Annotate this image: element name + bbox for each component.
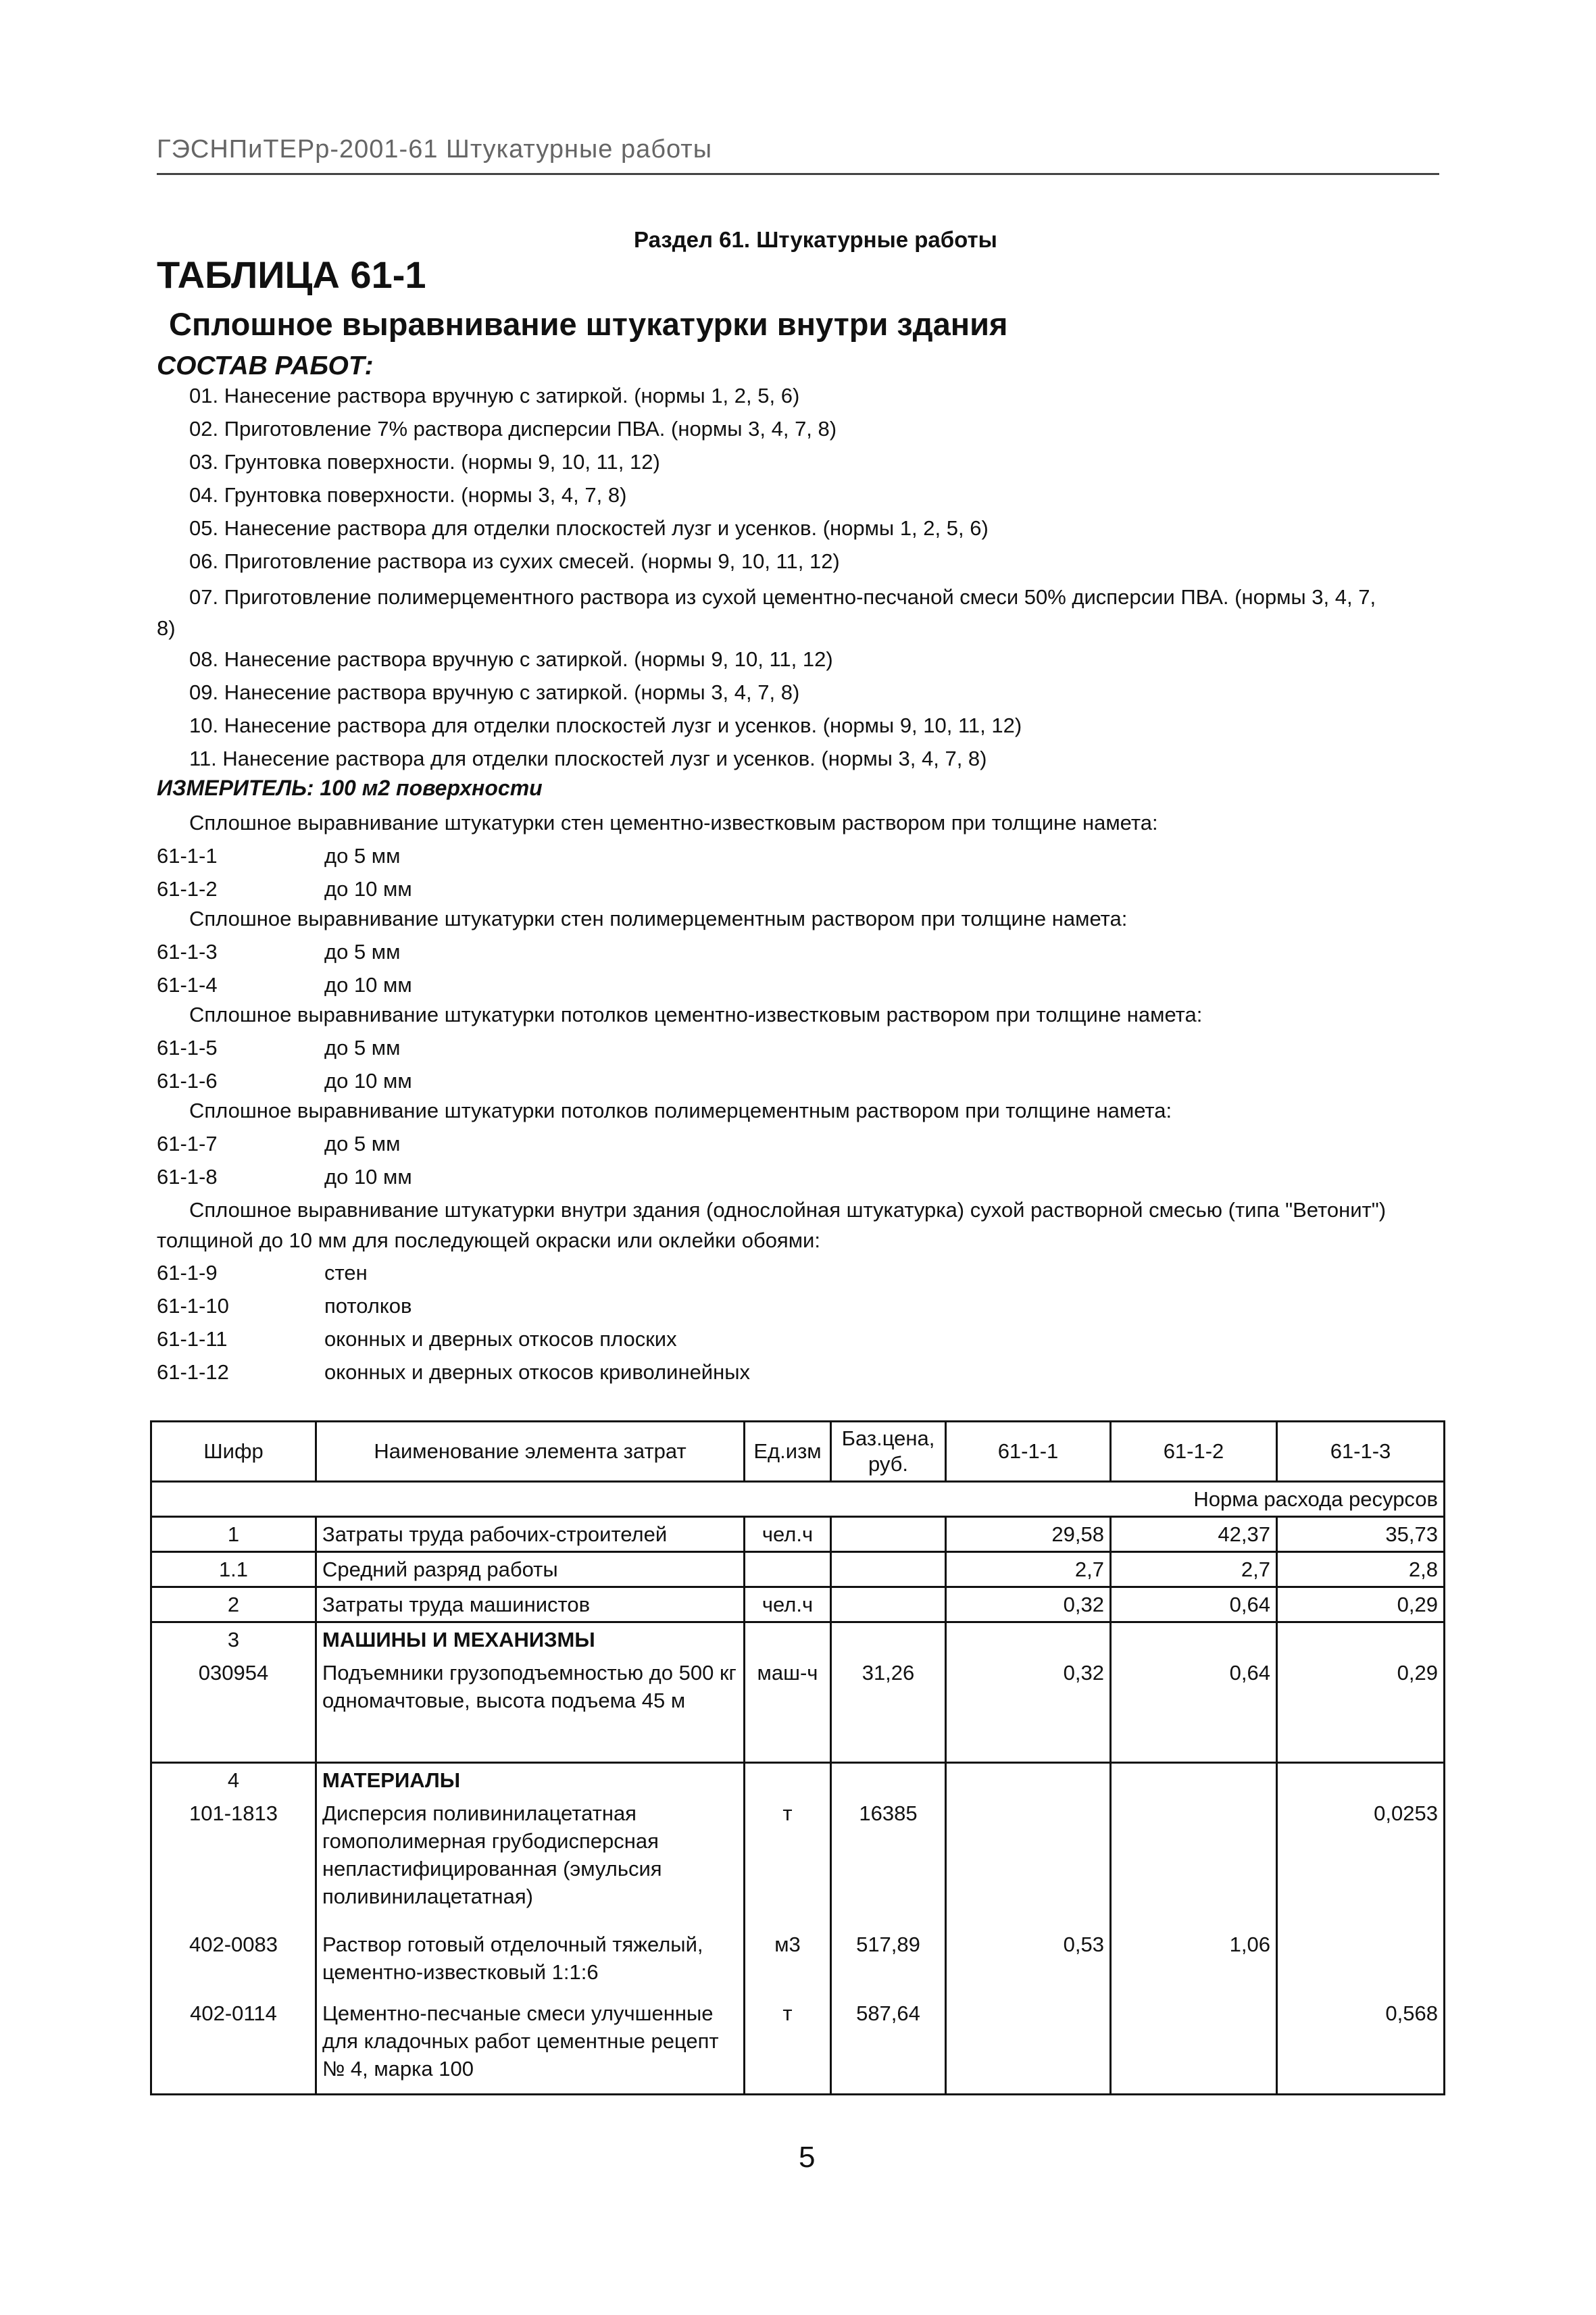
cell-code: 030954 [151, 1656, 316, 1717]
norm-code: 61-1-4 [157, 973, 218, 997]
header-price: Баз.цена, руб. [831, 1422, 946, 1482]
section-heading: МАШИНЫ И МЕХАНИЗМЫ [316, 1622, 745, 1657]
norm-code: 61-1-8 [157, 1165, 218, 1189]
group-description: Сплошное выравнивание штукатурки потолков цементно-известковым раствором при толщине намета: [189, 1003, 1203, 1026]
resource-table [150, 1420, 1445, 2095]
table-row [151, 1552, 1445, 1587]
norm-code: 61-1-7 [157, 1132, 218, 1155]
cell-value-1: 29,58 [946, 1517, 1111, 1552]
group-description: Сплошное выравнивание штукатурки внутри здания (однослойная штукатурка) сухой растворной смесью (типа "Ветонит") [189, 1198, 1387, 1222]
work-item: 05. Нанесение раствора для отделки плоскостей лузг и усенков. (нормы 1, 2, 5, 6) [189, 516, 989, 540]
cell-code: 402-0114 [151, 1989, 316, 2095]
header-col-3: 61-1-3 [1277, 1422, 1445, 1482]
cell-unit: т [745, 1989, 831, 2095]
cell-value-3: 2,8 [1277, 1552, 1445, 1587]
cell-unit: м3 [745, 1913, 831, 1989]
header-unit: Ед.изм [745, 1422, 831, 1482]
running-header: ГЭСНПиТЕРр-2001-61 Штукатурные работы [157, 135, 713, 164]
header-rule [157, 173, 1439, 175]
cell-unit: т [745, 1797, 831, 1913]
norm-description: до 5 мм [324, 940, 401, 964]
cell-price: 587,64 [831, 1989, 946, 2095]
norm-code: 61-1-3 [157, 940, 218, 964]
cell-value-3: 0,568 [1277, 1989, 1445, 2095]
cell-name: Средний разряд работы [316, 1552, 745, 1587]
work-item-continuation: 8) [157, 616, 176, 640]
norm-description: до 5 мм [324, 844, 401, 868]
cell-value-2: 2,7 [1111, 1552, 1277, 1587]
work-item: 10. Нанесение раствора для отделки плоскостей лузг и усенков. (нормы 9, 10, 11, 12) [189, 714, 1022, 737]
cell-price [831, 1763, 946, 1797]
work-item: 07. Приготовление полимерцементного раствора из сухой цементно-песчаной смеси 50% дисперсии ПВА. (нормы 3, 4, 7, [189, 585, 1376, 609]
norm-description: до 10 мм [324, 1069, 412, 1093]
norm-code: 61-1-2 [157, 877, 218, 901]
cell-value-2 [1111, 1763, 1277, 1797]
header-code: Шифр [151, 1422, 316, 1482]
work-item: 11. Нанесение раствора для отделки плоскостей лузг и усенков. (нормы 3, 4, 7, 8) [189, 747, 987, 770]
cell-name: Дисперсия поливинилацетатная гомополимерная грубодисперсная непластифицированная (эмульсия поливинилацетатная) [316, 1797, 745, 1913]
work-item: 02. Приготовление 7% раствора дисперсии ПВА. (нормы 3, 4, 7, 8) [189, 417, 837, 441]
cell-code: 2 [151, 1587, 316, 1622]
section-heading: МАТЕРИАЛЫ [316, 1763, 745, 1797]
cell-name: Подъемники грузоподъемностью до 500 кг одномачтовые, высота подъема 45 м [316, 1656, 745, 1717]
cell-value-2 [1111, 1622, 1277, 1657]
table-row [151, 1913, 1445, 1989]
cell-price [831, 1552, 946, 1587]
norm-description: до 10 мм [324, 1165, 412, 1189]
work-item: 09. Нанесение раствора вручную с затиркой. (нормы 3, 4, 7, 8) [189, 680, 800, 704]
work-item: 01. Нанесение раствора вручную с затиркой. (нормы 1, 2, 5, 6) [189, 384, 800, 407]
cell-value-2: 42,37 [1111, 1517, 1277, 1552]
header-col-1: 61-1-1 [946, 1422, 1111, 1482]
group-description: Сплошное выравнивание штукатурки стен полимерцементным раствором при толщине намета: [189, 907, 1128, 930]
table-section-row [151, 1622, 1445, 1657]
group-description: Сплошное выравнивание штукатурки стен цементно-известковым раствором при толщине намета: [189, 811, 1158, 835]
table-row [151, 1656, 1445, 1717]
cell-value-3 [1277, 1763, 1445, 1797]
cell-price: 16385 [831, 1797, 946, 1913]
work-item: 08. Нанесение раствора вручную с затиркой. (нормы 9, 10, 11, 12) [189, 647, 833, 671]
page-number: 5 [799, 2141, 816, 2174]
cell-value-3: 0,0253 [1277, 1797, 1445, 1913]
cell-value-1: 2,7 [946, 1552, 1111, 1587]
cell-value-2 [1111, 1797, 1277, 1913]
cell-value-1 [946, 1989, 1111, 2095]
cell-value-3: 0,29 [1277, 1656, 1445, 1717]
cell-price [831, 1517, 946, 1552]
norm-code: 61-1-6 [157, 1069, 218, 1093]
cell-unit: чел.ч [745, 1587, 831, 1622]
cell-unit [745, 1763, 831, 1797]
cell-value-1 [946, 1763, 1111, 1797]
cell-value-3: 35,73 [1277, 1517, 1445, 1552]
cell-name: Раствор готовый отделочный тяжелый, цементно-известковый 1:1:6 [316, 1913, 745, 1989]
cell-price [831, 1622, 946, 1657]
work-composition-heading: СОСТАВ РАБОТ: [157, 351, 374, 380]
norm-description: до 10 мм [324, 877, 412, 901]
cell-code: 4 [151, 1763, 316, 1797]
cell-value-1 [946, 1797, 1111, 1913]
cell-value-3 [1277, 1913, 1445, 1989]
norm-code: 61-1-9 [157, 1261, 218, 1285]
cell-unit [745, 1622, 831, 1657]
norm-description: до 5 мм [324, 1036, 401, 1060]
cell-unit [745, 1552, 831, 1587]
cell-name: Затраты труда машинистов [316, 1587, 745, 1622]
table-row [151, 1587, 1445, 1622]
cell-value-1: 0,32 [946, 1587, 1111, 1622]
table-header-row [151, 1422, 1445, 1482]
norm-description: до 10 мм [324, 973, 412, 997]
cell-price: 517,89 [831, 1913, 946, 1989]
work-item: 06. Приготовление раствора из сухих смесей. (нормы 9, 10, 11, 12) [189, 549, 840, 573]
group-description-continuation: толщиной до 10 мм для последующей окраски или оклейки обоями: [157, 1228, 820, 1252]
cell-name: Цементно-песчаные смеси улучшенные для кладочных работ цементные рецепт № 4, марка 100 [316, 1989, 745, 2095]
cell-value-2: 1,06 [1111, 1913, 1277, 1989]
page-title: Сплошное выравнивание штукатурки внутри здания [169, 306, 1008, 342]
cell-name: Затраты труда рабочих-строителей [316, 1517, 745, 1552]
norm-description: стен [324, 1261, 368, 1285]
norm-description: до 5 мм [324, 1132, 401, 1155]
cell-value-1 [946, 1622, 1111, 1657]
cell-value-1: 0,32 [946, 1656, 1111, 1717]
header-name: Наименование элемента затрат [316, 1422, 745, 1482]
norm-description: оконных и дверных откосов криволинейных [324, 1360, 751, 1384]
work-item: 04. Грунтовка поверхности. (нормы 3, 4, 7, 8) [189, 483, 627, 507]
cell-value-2: 0,64 [1111, 1587, 1277, 1622]
measurement-unit: ИЗМЕРИТЕЛЬ: 100 м2 поверхности [157, 776, 543, 800]
cell-code: 402-0083 [151, 1913, 316, 1989]
section-title: Раздел 61. Штукатурные работы [634, 227, 997, 252]
table-spacer-row [151, 1717, 1445, 1763]
norm-code: 61-1-1 [157, 844, 218, 868]
cell-price: 31,26 [831, 1656, 946, 1717]
norm-code: 61-1-5 [157, 1036, 218, 1060]
cell-value-3: 0,29 [1277, 1587, 1445, 1622]
cell-unit: чел.ч [745, 1517, 831, 1552]
cell-code: 3 [151, 1622, 316, 1657]
table-row [151, 1517, 1445, 1552]
table-row [151, 1989, 1445, 2095]
cell-value-1: 0,53 [946, 1913, 1111, 1989]
cell-unit: маш-ч [745, 1656, 831, 1717]
norm-label: Норма расхода ресурсов [151, 1482, 1445, 1517]
work-item: 03. Грунтовка поверхности. (нормы 9, 10, 11, 12) [189, 450, 660, 474]
norm-description: оконных и дверных откосов плоских [324, 1327, 677, 1351]
table-section-row [151, 1763, 1445, 1797]
table-label: ТАБЛИЦА 61-1 [157, 253, 426, 296]
table-row [151, 1797, 1445, 1913]
norm-label-row [151, 1482, 1445, 1517]
group-description: Сплошное выравнивание штукатурки потолков полимерцементным раствором при толщине намета: [189, 1099, 1172, 1122]
cell-code: 1.1 [151, 1552, 316, 1587]
cell-value-3 [1277, 1622, 1445, 1657]
cell-value-2 [1111, 1989, 1277, 2095]
norm-code: 61-1-11 [157, 1327, 228, 1351]
cell-code: 1 [151, 1517, 316, 1552]
cell-value-2: 0,64 [1111, 1656, 1277, 1717]
cell-code: 101-1813 [151, 1797, 316, 1913]
norm-code: 61-1-12 [157, 1360, 229, 1384]
norm-code: 61-1-10 [157, 1294, 229, 1318]
cell-price [831, 1587, 946, 1622]
norm-description: потолков [324, 1294, 412, 1318]
header-col-2: 61-1-2 [1111, 1422, 1277, 1482]
